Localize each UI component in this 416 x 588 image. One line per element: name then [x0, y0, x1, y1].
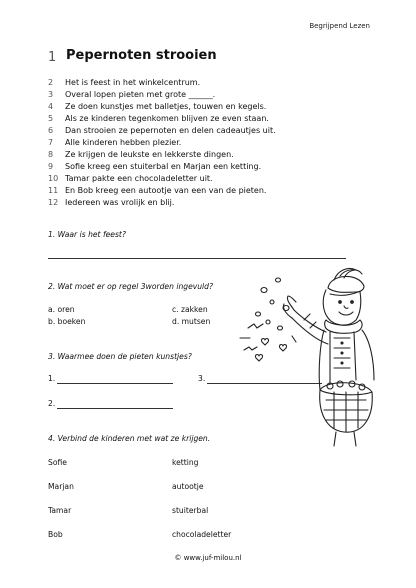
item-stuiterbal[interactable]: stuiterbal — [172, 506, 209, 515]
name-marjan[interactable]: Marjan — [48, 482, 74, 491]
name-bob[interactable]: Bob — [48, 530, 63, 539]
item-ketting[interactable]: ketting — [172, 458, 199, 467]
option-d[interactable]: d. mutsen — [172, 317, 211, 326]
answer-line-3-1[interactable] — [57, 383, 173, 384]
page-title: Pepernoten strooien — [66, 48, 217, 63]
question-1: 1. Waar is het feest? — [48, 230, 126, 239]
footer-copyright[interactable]: © www.juf-milou.nl — [174, 554, 242, 562]
header-label: Begrijpend Lezen — [309, 22, 370, 30]
name-tamar[interactable]: Tamar — [48, 506, 72, 515]
piet-illustration-icon — [222, 258, 382, 448]
option-b[interactable]: b. boeken — [48, 317, 86, 326]
answer-line-3-2[interactable] — [57, 408, 173, 409]
option-c[interactable]: c. zakken — [172, 305, 208, 314]
question-4: 4. Verbind de kinderen met wat ze krijgen. — [48, 434, 211, 443]
question-3: 3. Waarmee doen de pieten kunstjes? — [48, 352, 192, 361]
answer-label-2: 2. — [48, 399, 56, 408]
name-sofie[interactable]: Sofie — [48, 458, 67, 467]
item-chocoladeletter[interactable]: chocoladeletter — [172, 530, 232, 539]
title-line-number: 1 — [48, 50, 57, 65]
question-2: 2. Wat moet er op regel 3worden ingevuld? — [48, 282, 214, 291]
answer-label-3: 3. — [198, 374, 206, 383]
answer-label-1: 1. — [48, 374, 56, 383]
option-a[interactable]: a. oren — [48, 305, 75, 314]
item-autootje[interactable]: autootje — [172, 482, 204, 491]
